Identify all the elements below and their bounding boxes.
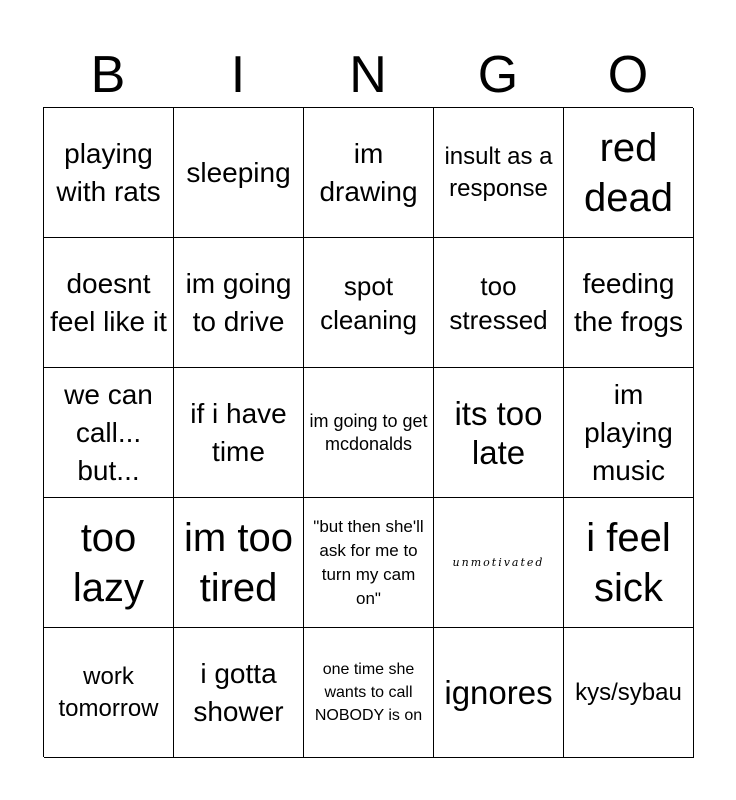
bingo-cell[interactable]	[174, 108, 304, 238]
bingo-cell[interactable]	[44, 498, 174, 628]
header-letter-n: N	[349, 46, 387, 104]
cell-text: im playing music	[584, 378, 673, 486]
cell-text: i gotta shower	[193, 657, 284, 727]
bingo-cell[interactable]	[44, 108, 174, 238]
bingo-cell[interactable]	[434, 498, 564, 628]
bingo-cell[interactable]	[434, 238, 564, 368]
bingo-cell[interactable]	[304, 368, 434, 498]
cell-text: i feel sick	[586, 515, 671, 610]
cell-text: ignores	[444, 674, 553, 711]
header-letter-g: G	[477, 46, 519, 104]
cell-text: "but then she'll ask for me to turn my cam on"	[313, 516, 424, 608]
bingo-cell[interactable]	[434, 628, 564, 758]
cell-text: im going to get mcdonalds	[309, 410, 428, 454]
cell-text: spot cleaning	[320, 270, 417, 335]
bingo-cell[interactable]	[564, 628, 694, 758]
bingo-cell[interactable]	[564, 108, 694, 238]
bingo-cell[interactable]	[174, 498, 304, 628]
bingo-cell[interactable]	[304, 108, 434, 238]
bingo-cell[interactable]	[174, 628, 304, 758]
cell-text: unmotivated	[452, 556, 545, 569]
cell-text: work tomorrow	[58, 662, 159, 722]
bingo-cell[interactable]	[174, 238, 304, 368]
cell-text: im going to drive	[185, 267, 292, 337]
bingo-cell[interactable]	[174, 368, 304, 498]
cell-text: im too tired	[184, 515, 293, 610]
cell-text: insult as a response	[444, 142, 553, 202]
header-letter-b: B	[90, 46, 126, 104]
bingo-cell[interactable]	[44, 628, 174, 758]
cell-text: sleeping	[186, 156, 291, 188]
header-letter-i: I	[230, 46, 246, 104]
cell-text: too stressed	[449, 270, 548, 335]
bingo-board	[43, 107, 693, 757]
bingo-header	[43, 44, 693, 106]
cell-text: kys/sybau	[575, 678, 682, 706]
bingo-cell[interactable]	[564, 238, 694, 368]
cell-text: feeding the frogs	[574, 267, 683, 337]
header-letter-o: O	[607, 46, 649, 104]
bingo-cell[interactable]	[44, 368, 174, 498]
bingo-cell[interactable]	[304, 238, 434, 368]
cell-text: doesnt feel like it	[50, 267, 167, 337]
bingo-cell[interactable]	[304, 498, 434, 628]
bingo-cell[interactable]	[44, 238, 174, 368]
bingo-cell[interactable]	[434, 108, 564, 238]
bingo-cell[interactable]	[564, 498, 694, 628]
cell-text: too lazy	[72, 515, 145, 610]
cell-text: playing with rats	[56, 137, 161, 207]
cell-text: its too late	[454, 394, 543, 471]
bingo-cell[interactable]	[564, 368, 694, 498]
cell-text: if i have time	[190, 397, 287, 467]
cell-text: red dead	[584, 125, 673, 220]
cell-text: one time she wants to call NOBODY is on	[314, 661, 423, 724]
bingo-cell[interactable]	[434, 368, 564, 498]
cell-text: we can call... but...	[64, 378, 153, 486]
bingo-cell[interactable]	[304, 628, 434, 758]
cell-text: im drawing	[319, 137, 418, 207]
